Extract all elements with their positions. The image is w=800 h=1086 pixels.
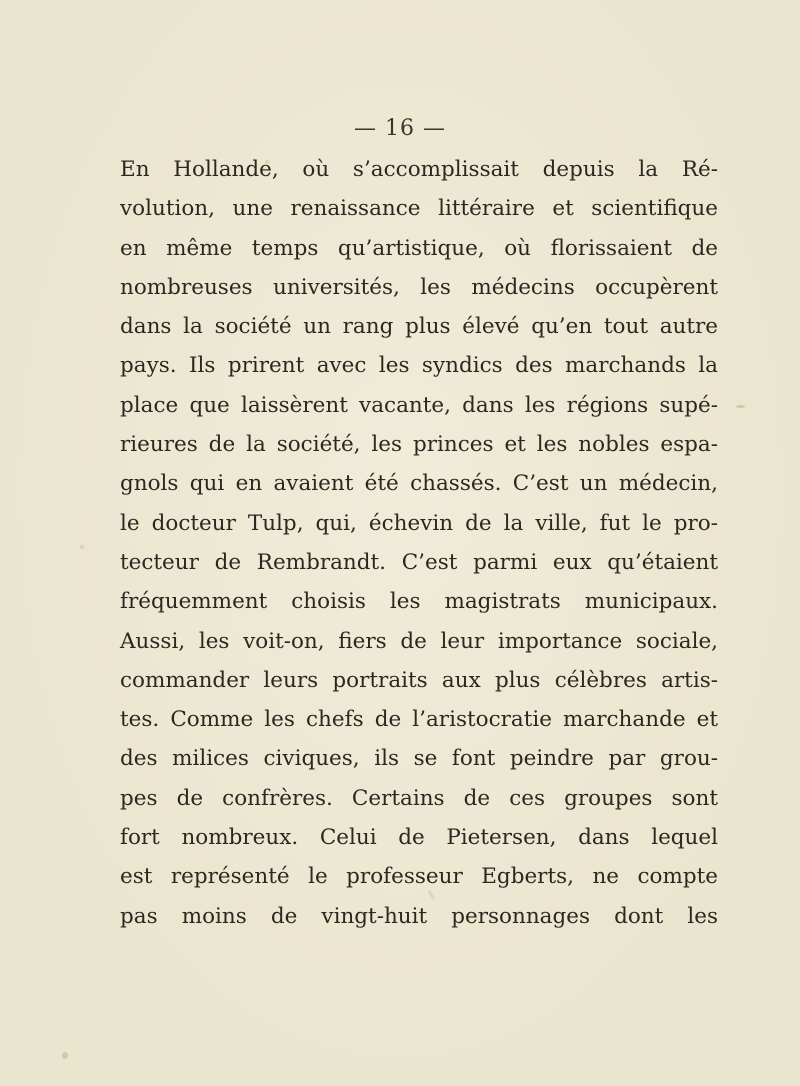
text-line: tes. Comme les chefs de l’aristocratie marchande et <box>120 707 718 733</box>
text-line: En Hollande, où s’accomplissait depuis la Ré- <box>120 157 718 182</box>
text-line: place que laissèrent vacante, dans les régions supé- <box>120 392 718 418</box>
text-line: est représenté le professeur Egberts, ne compte <box>120 864 718 890</box>
paper-speck <box>736 405 745 408</box>
text-line: pas moins de vingt-huit personnages dont les <box>120 903 718 929</box>
text-line: des milices civiques, ils se font peindre par grou- <box>120 746 718 772</box>
text-line: fréquemment choisis les magistrats municipaux. <box>120 589 718 615</box>
text-line: fort nombreux. Celui de Pietersen, dans lequel <box>120 825 718 851</box>
text-line: Aussi, les voit-on, fiers de leur importance sociale, <box>120 628 718 654</box>
text-line: tecteur de Rembrandt. C’est parmi eux qu’étaient <box>120 549 718 575</box>
text-line: rieures de la société, les princes et les nobles espa- <box>120 432 718 458</box>
page-number: — 16 — <box>354 116 446 141</box>
text-line: pays. Ils prirent avec les syndics des marchands la <box>120 353 718 379</box>
text-line: volution, une renaissance littéraire et scientifique <box>120 196 718 222</box>
paper-speck <box>265 160 270 164</box>
text-line: le docteur Tulp, qui, échevin de la ville, fut le pro- <box>120 510 718 536</box>
paper-speck <box>62 1052 68 1059</box>
text-line: commander leurs portraits aux plus célèbres artis- <box>120 667 718 693</box>
text-line: nombreuses universités, les médecins occupèrent <box>120 274 718 300</box>
text-line: en même temps qu’artistique, où florissaient de <box>120 235 718 261</box>
text-line: pes de confrères. Certains de ces groupes sont <box>120 785 718 811</box>
body-text <box>120 150 718 936</box>
paper-speck <box>80 545 84 549</box>
text-line: dans la société un rang plus élevé qu’en tout autre <box>120 314 718 340</box>
text-line: gnols qui en avaient été chassés. C’est un médecin, <box>120 471 718 497</box>
